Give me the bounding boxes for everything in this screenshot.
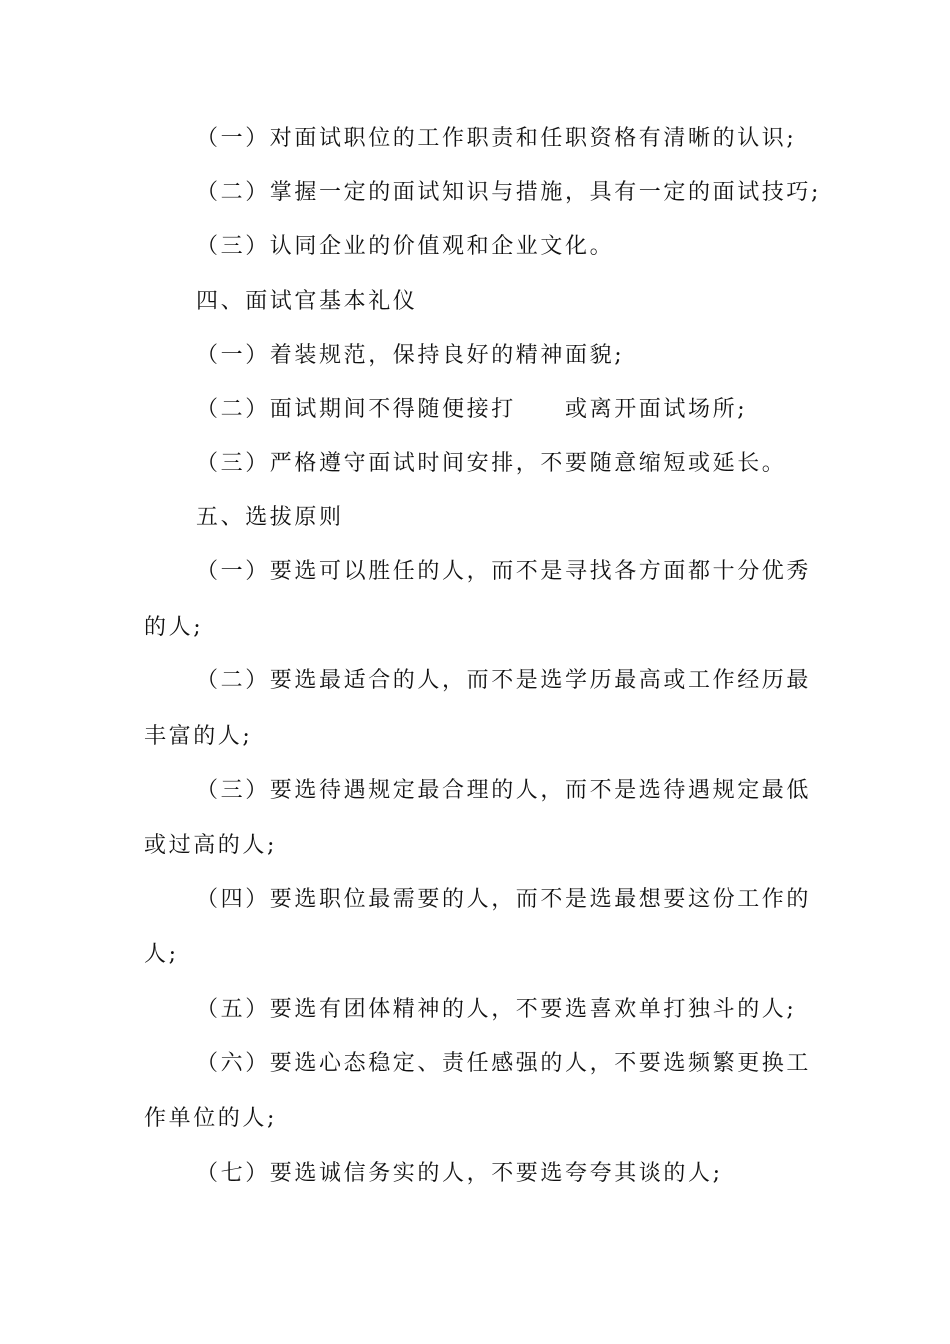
paragraph-line: 作单位的人; <box>144 1106 278 1131</box>
paragraph-line: 的人; <box>144 615 204 640</box>
paragraph-line: （二）面试期间不得随便接打 或离开面试场所; <box>196 397 748 422</box>
paragraph-line: 或过高的人; <box>144 833 278 858</box>
paragraph-line: （一）着装规范，保持良好的精神面貌; <box>196 343 625 368</box>
paragraph-line: 人; <box>144 942 179 967</box>
paragraph-line: （三）严格遵守面试时间安排，不要随意缩短或延长。 <box>196 451 787 476</box>
paragraph-line: （二）掌握一定的面试知识与措施，具有一定的面试技巧; <box>196 180 822 205</box>
paragraph-line: （二）要选最适合的人，而不是选学历最高或工作经历最 <box>196 668 812 693</box>
paragraph-line: （四）要选职位最需要的人，而不是选最想要这份工作的 <box>196 887 812 912</box>
paragraph-line: 丰富的人; <box>144 724 253 749</box>
paragraph-line: （一）对面试职位的工作职责和任职资格有清晰的认识; <box>196 126 797 151</box>
paragraph-line: （六）要选心态稳定、责任感强的人，不要选频繁更换工 <box>196 1051 812 1076</box>
paragraph-line: （三）认同企业的价值观和企业文化。 <box>196 234 615 259</box>
paragraph-line: （五）要选有团体精神的人，不要选喜欢单打独斗的人; <box>196 997 797 1022</box>
paragraph-line: （七）要选诚信务实的人，不要选夸夸其谈的人; <box>196 1161 723 1186</box>
section-heading: 五、选拔原则 <box>196 505 344 530</box>
paragraph-line: （一）要选可以胜任的人，而不是寻找各方面都十分优秀 <box>196 559 812 584</box>
paragraph-line: （三）要选待遇规定最合理的人，而不是选待遇规定最低 <box>196 778 812 803</box>
section-heading: 四、面试官基本礼仪 <box>196 289 418 314</box>
